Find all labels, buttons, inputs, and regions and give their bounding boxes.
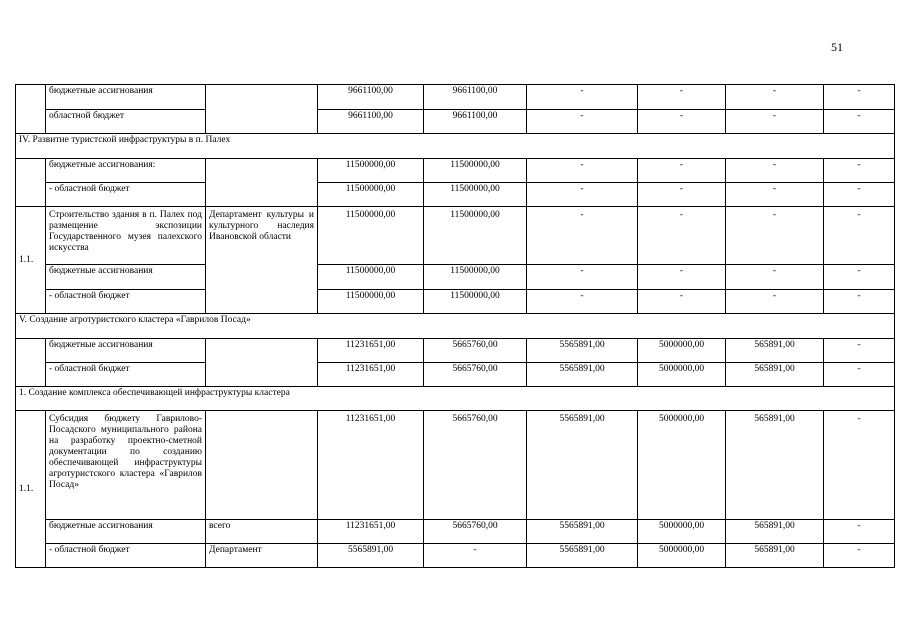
- value-cell: 565891,00: [726, 411, 824, 520]
- value-cell: -: [726, 183, 824, 207]
- value-cell: 11500000,00: [424, 290, 527, 314]
- section-row: [16, 134, 895, 159]
- executor-cell: [206, 339, 318, 387]
- row-label: бюджетные ассигнования: [46, 339, 206, 363]
- row-number: 1.1.: [16, 411, 46, 568]
- value-cell: 5665760,00: [424, 520, 527, 544]
- value-cell: 11231651,00: [318, 339, 424, 363]
- value-cell: -: [726, 265, 824, 290]
- value-cell: -: [726, 207, 824, 265]
- value-cell: 5565891,00: [527, 411, 638, 520]
- value-cell: -: [824, 411, 895, 520]
- value-cell: -: [527, 85, 638, 110]
- table-row: [16, 411, 895, 520]
- value-cell: 565891,00: [726, 544, 824, 568]
- table-row: [16, 363, 895, 387]
- value-cell: 11500000,00: [318, 159, 424, 183]
- value-cell: 5565891,00: [527, 544, 638, 568]
- value-cell: -: [824, 544, 895, 568]
- value-cell: 5000000,00: [638, 363, 726, 387]
- row-label: бюджетные ассигнования:: [46, 159, 206, 183]
- value-cell: -: [527, 159, 638, 183]
- value-cell: -: [824, 363, 895, 387]
- value-cell: 5665760,00: [424, 339, 527, 363]
- value-cell: -: [527, 110, 638, 134]
- value-cell: 11500000,00: [424, 265, 527, 290]
- value-cell: -: [638, 183, 726, 207]
- table-row: [16, 207, 895, 265]
- row-label: бюджетные ассигнования: [46, 520, 206, 544]
- value-cell: -: [824, 339, 895, 363]
- executor-cell: всего: [206, 520, 318, 544]
- value-cell: 565891,00: [726, 520, 824, 544]
- table-row: [16, 520, 895, 544]
- value-cell: -: [638, 265, 726, 290]
- row-number: 1.1.: [16, 207, 46, 314]
- executor-cell: [206, 85, 318, 134]
- value-cell: 11500000,00: [318, 290, 424, 314]
- value-cell: -: [824, 85, 895, 110]
- value-cell: -: [824, 290, 895, 314]
- value-cell: 11500000,00: [424, 207, 527, 265]
- table-row: [16, 183, 895, 207]
- value-cell: 11500000,00: [424, 183, 527, 207]
- table-row: [16, 110, 895, 134]
- value-cell: 11231651,00: [318, 411, 424, 520]
- budget-table: [15, 84, 895, 568]
- value-cell: 565891,00: [726, 363, 824, 387]
- value-cell: -: [527, 183, 638, 207]
- value-cell: 5565891,00: [527, 363, 638, 387]
- value-cell: 5565891,00: [527, 339, 638, 363]
- table-row: [16, 339, 895, 363]
- row-label: - областной бюджет: [46, 290, 206, 314]
- section-title: IV. Развитие туристской инфраструктуры в п. Палех: [16, 134, 895, 159]
- value-cell: 5000000,00: [638, 339, 726, 363]
- value-cell: 5565891,00: [527, 520, 638, 544]
- row-label: - областной бюджет: [46, 363, 206, 387]
- value-cell: 9661100,00: [424, 85, 527, 110]
- row-label: бюджетные ассигнования: [46, 85, 206, 110]
- executor-cell: [206, 159, 318, 207]
- table-row: [16, 85, 895, 110]
- row-label: - областной бюджет: [46, 544, 206, 568]
- value-cell: 5000000,00: [638, 520, 726, 544]
- value-cell: 9661100,00: [318, 85, 424, 110]
- section-row: [16, 387, 895, 411]
- value-cell: -: [527, 265, 638, 290]
- value-cell: -: [726, 110, 824, 134]
- value-cell: -: [527, 207, 638, 265]
- value-cell: 11231651,00: [318, 363, 424, 387]
- value-cell: 5000000,00: [638, 544, 726, 568]
- table-row: [16, 159, 895, 183]
- value-cell: 11500000,00: [318, 265, 424, 290]
- num-cell: [16, 85, 46, 134]
- value-cell: -: [527, 290, 638, 314]
- section-title: 1. Создание комплекса обеспечивающей инфраструктуры кластера: [16, 387, 895, 411]
- value-cell: -: [726, 159, 824, 183]
- row-label: бюджетные ассигнования: [46, 265, 206, 290]
- value-cell: -: [824, 159, 895, 183]
- row-label: - областной бюджет: [46, 183, 206, 207]
- value-cell: 5665760,00: [424, 363, 527, 387]
- row-label: областной бюджет: [46, 110, 206, 134]
- section-title: V. Создание агротуристского кластера «Гаврилов Посад»: [16, 314, 895, 339]
- executor-cell: Департамент: [206, 544, 318, 568]
- value-cell: 11500000,00: [424, 159, 527, 183]
- value-cell: -: [638, 110, 726, 134]
- executor-cell: [206, 411, 318, 520]
- value-cell: 11500000,00: [318, 207, 424, 265]
- table-row: [16, 290, 895, 314]
- value-cell: 5665760,00: [424, 411, 527, 520]
- value-cell: -: [824, 520, 895, 544]
- value-cell: 5565891,00: [318, 544, 424, 568]
- value-cell: -: [726, 85, 824, 110]
- num-cell: [16, 159, 46, 207]
- page-number: 51: [831, 40, 843, 54]
- value-cell: -: [824, 183, 895, 207]
- value-cell: 5000000,00: [638, 411, 726, 520]
- value-cell: -: [638, 159, 726, 183]
- value-cell: -: [424, 544, 527, 568]
- value-cell: -: [638, 290, 726, 314]
- value-cell: -: [638, 85, 726, 110]
- value-cell: 11231651,00: [318, 520, 424, 544]
- value-cell: -: [824, 207, 895, 265]
- value-cell: -: [824, 265, 895, 290]
- table-row: [16, 544, 895, 568]
- value-cell: -: [726, 290, 824, 314]
- executor-cell: Департамент культуры и культурного наследия Ивановской области: [206, 207, 318, 314]
- num-cell: [16, 339, 46, 387]
- value-cell: 9661100,00: [318, 110, 424, 134]
- value-cell: -: [824, 110, 895, 134]
- section-row: [16, 314, 895, 339]
- value-cell: 9661100,00: [424, 110, 527, 134]
- table-row: [16, 265, 895, 290]
- row-label: Субсидия бюджету Гаврилово-Посадского муниципального района на разработку проектно-сметной документации по созданию обеспечивающей инфраструктуры агротуристского кластера «Гаврилов Посад»: [46, 411, 206, 520]
- value-cell: 11500000,00: [318, 183, 424, 207]
- value-cell: 565891,00: [726, 339, 824, 363]
- row-label: Строительство здания в п. Палех под размещение экспозиции Государственного музея палехского искусства: [46, 207, 206, 265]
- value-cell: -: [638, 207, 726, 265]
